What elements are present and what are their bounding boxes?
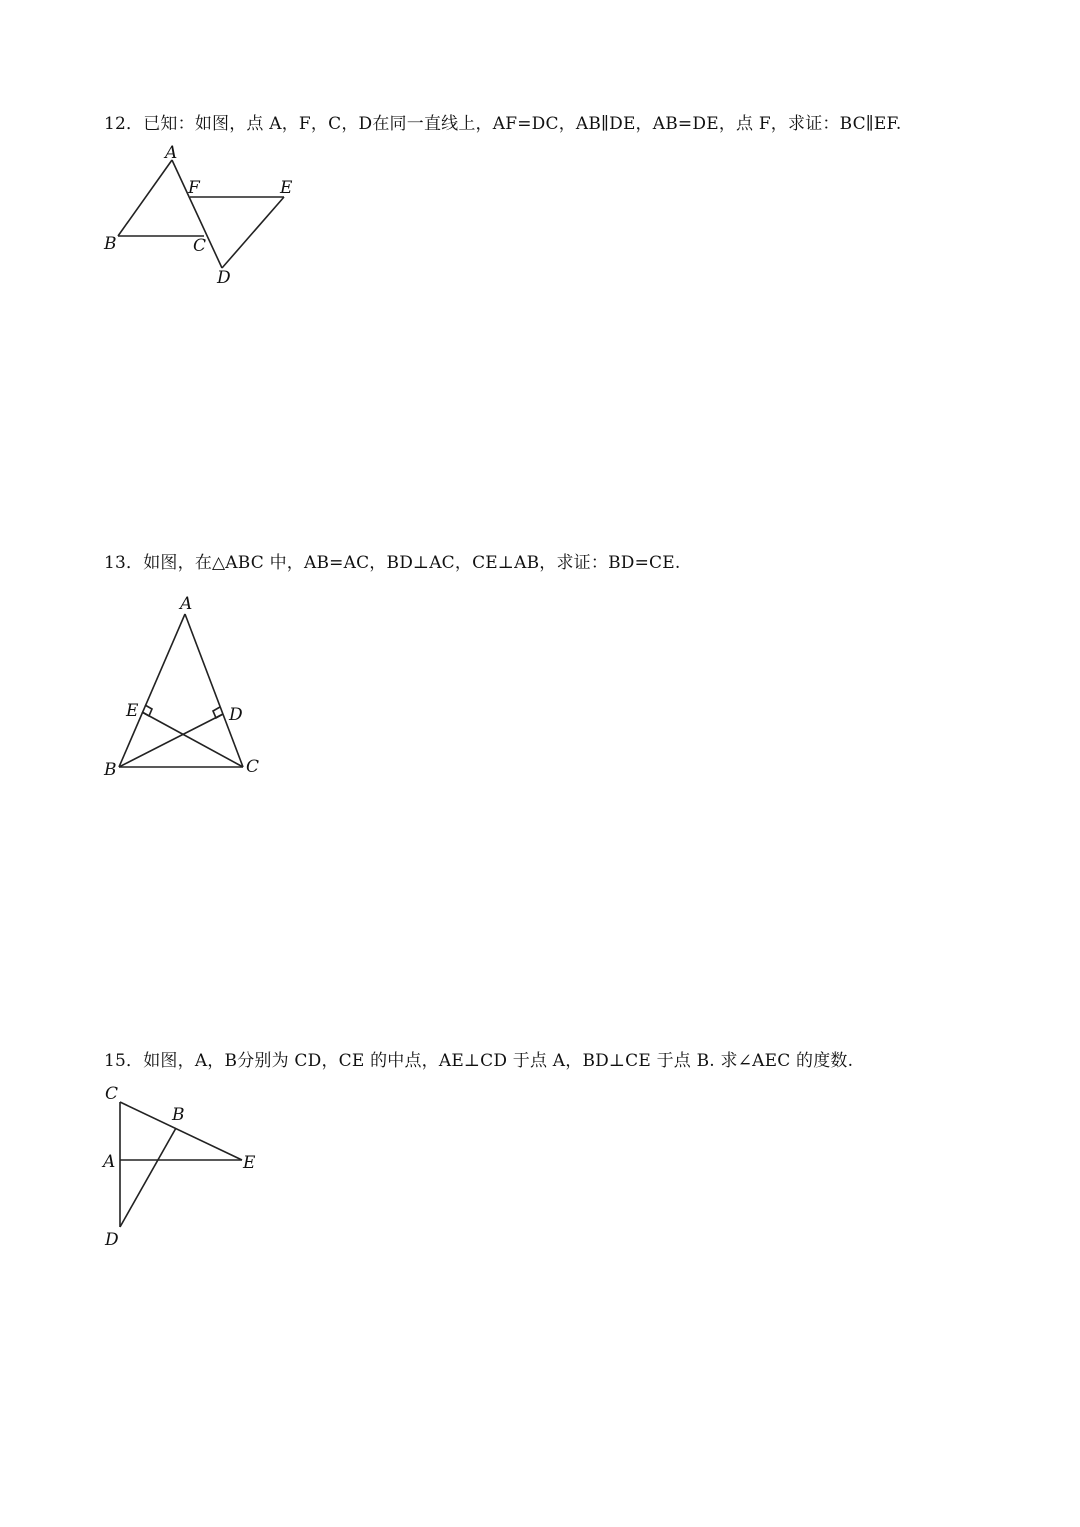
label-E: E xyxy=(280,178,293,198)
label-A: A xyxy=(165,143,178,163)
label-B: B xyxy=(104,234,117,254)
label-F: F xyxy=(188,178,200,198)
label-C: C xyxy=(246,757,260,777)
label-E: E xyxy=(126,701,139,721)
label-D: D xyxy=(105,1230,119,1250)
problem-13-text: 13．如图，在△ABC 中，AB=AC，BD⊥AC，CE⊥AB，求证：BD=CE. xyxy=(104,553,681,573)
problem-15-text: 15．如图，A，B分别为 CD，CE 的中点，AE⊥CD 于点 A，BD⊥CE 于点 B. 求∠AEC 的度数. xyxy=(104,1051,854,1071)
problem-12-text: 12．已知：如图，点 A，F，C，D在同一直线上，AF=DC，AB∥DE，AB=DE，点 F，求证：BC∥EF. xyxy=(104,114,902,134)
label-C: C xyxy=(105,1084,119,1104)
label-B: B xyxy=(172,1105,185,1125)
label-B: B xyxy=(104,760,117,780)
label-E: E xyxy=(243,1153,256,1173)
label-D: D xyxy=(229,705,243,725)
label-D: D xyxy=(217,268,231,288)
label-A: A xyxy=(180,594,193,614)
label-C: C xyxy=(193,236,207,256)
segment-BD xyxy=(120,1128,176,1227)
label-A: A xyxy=(103,1152,116,1172)
